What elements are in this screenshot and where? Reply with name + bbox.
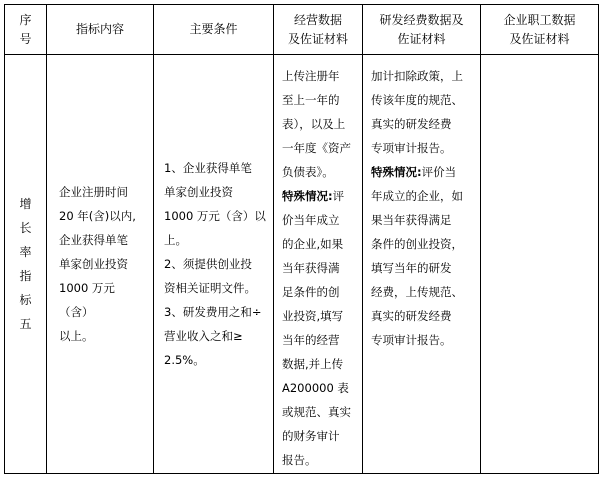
operations-special-label: 特殊情况: [282, 189, 333, 203]
table-header-row [5, 5, 599, 55]
header-rd: 研发经费数据及 佐证材料 [363, 5, 481, 55]
operations-lead-text: 上传注册年 至上一年的 表），以及上 一年度《资产 负债表》。 [282, 69, 351, 179]
operations-special-text: 评 价当年成立 的企业,如果 当年获得满 足条件的创 业投资,填写 当年的经营 数据,并上传 A200000 表 或规范、真实 的财务审计 报告。 [282, 189, 351, 467]
cell-seq [5, 55, 47, 474]
header-conditions: 主要条件 [154, 5, 274, 55]
cell-staff [481, 55, 599, 474]
header-seq: 序 号 [5, 5, 47, 55]
rd-text [363, 55, 480, 352]
seq-label: 增长率指标五 [19, 197, 32, 331]
rd-special-text: 评价当 年成立的企业，如 果当年获得满足 条件的创业投资， 填写当年的研发 经费，上传规范、 真实的研发经费 专项审计报告。 [371, 165, 463, 347]
header-operations: 经营数据 及佐证材料 [274, 5, 363, 55]
cell-rd [363, 55, 481, 474]
table-row [5, 55, 599, 474]
cell-operations [274, 55, 363, 474]
criteria-table [4, 4, 599, 474]
header-indicator: 指标内容 [47, 5, 154, 55]
header-staff: 企业职工数据 及佐证材料 [481, 5, 599, 55]
operations-text [274, 55, 362, 472]
rd-lead-text: 加计扣除政策，上 传该年度的规范、 真实的研发经费 专项审计报告。 [371, 69, 463, 155]
indicator-text: 企业注册时间 20 年(含)以内, 企业获得单笔 单家创业投资 1000 万元（含） 以上。 [59, 185, 136, 343]
conditions-text: 1、企业获得单笔 单家创业投资 1000 万元（含）以 上。 2、须提供创业投 资相关证明文件。 3、研发费用之和÷ 营业收入之和≥ 2.5%。 [164, 161, 266, 367]
cell-indicator [47, 55, 154, 474]
rd-special-label: 特殊情况: [371, 165, 422, 179]
cell-conditions [154, 55, 274, 474]
